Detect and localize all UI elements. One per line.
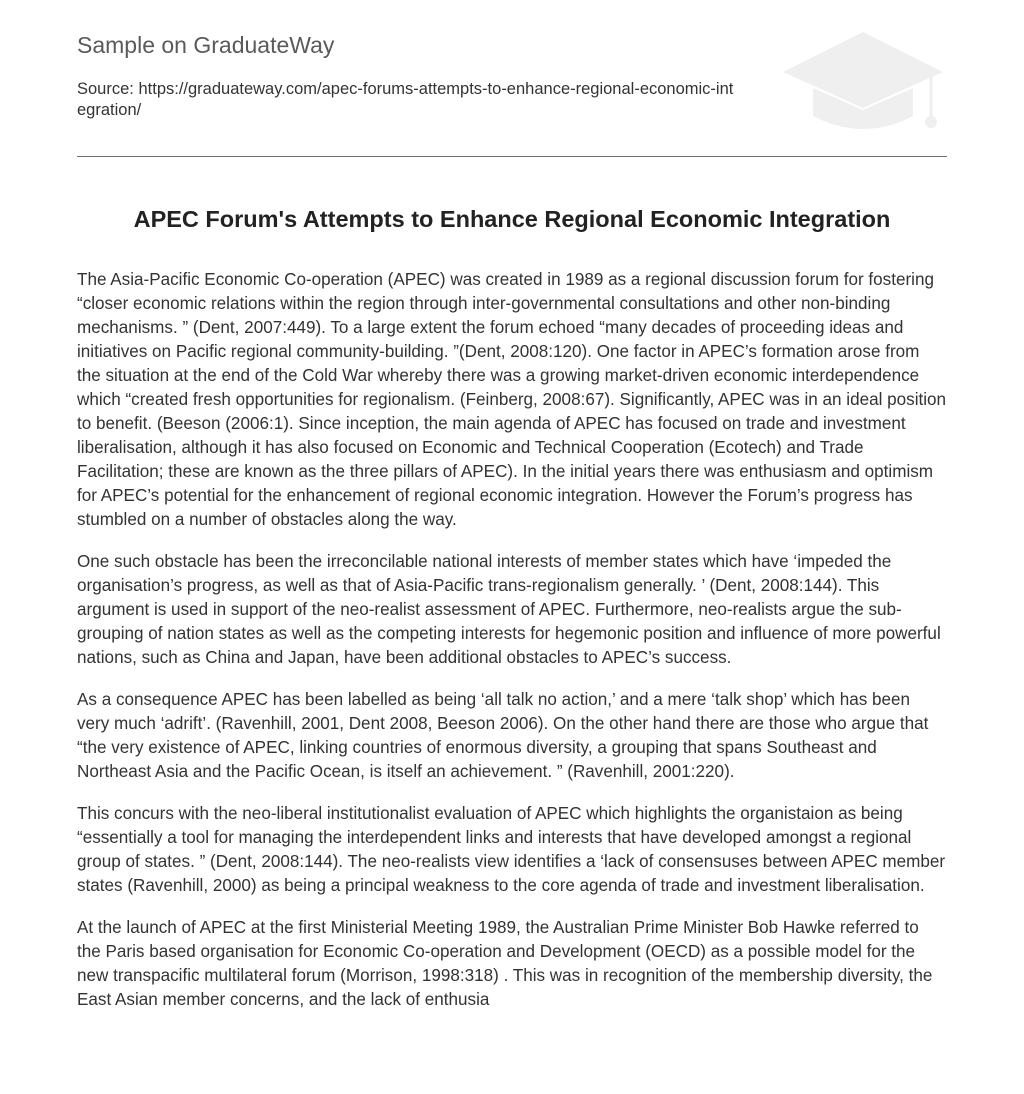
source-line <box>77 79 737 121</box>
paragraph: One such obstacle has been the irreconcilable national interests of member states which have ‘impeded the organisation’s progress, as well as that of Asia-Pacific trans-regionalism generally. ’ (Dent, 2008:144). This argument is used in support of the neo-realist assessment of APEC. Furthermore, neo-realists argue the sub-grouping of nation states as well as the competing interests for hegemonic position and influence of more powerful nations, such as China and Japan, have been additional obstacles to APEC’s success. <box>77 552 941 667</box>
source-label: Source: <box>77 80 134 98</box>
paragraph: As a consequence APEC has been labelled as being ‘all talk no action,’ and a mere ‘talk shop’ which has been very much ‘adrift’. (Ravenhill, 2001, Dent 2008, Beeson 2006). On the other hand there are those who argue that “the very existence of APEC, linking countries of enormous diversity, a grouping that spans Southeast and Northeast Asia and the Pacific Ocean, is itself an achievement. ” (Ravenhill, 2001:220). <box>77 690 929 781</box>
page <box>77 0 947 1009</box>
site-title: Sample on GraduateWay <box>77 32 335 58</box>
paragraph: The Asia-Pacific Economic Co-operation (APEC) was created in 1989 as a regional discussion forum for fostering “closer economic relations within the region through inter-governmental consultations and other non-binding mechanisms. ” (Dent, 2007:449). To a large extent the forum echoed “many decades of proceeding ideas and initiatives on Pacific regional community-building. ”(Dent, 2008:120). One factor in APEC’s formation arose from the situation at the end of the Cold War whereby there was a growing market-driven economic interdependence which “created fresh opportunities for regionalism. (Feinberg, 2008:67). Significantly, APEC was in an ideal position to benefit. (Beeson (2006:1). Since inception, the main agenda of APEC has focused on trade and investment liberalisation, although it has also focused on Economic and Technical Cooperation (Ecotech) and Trade Facilitation; these are known as the three pillars of APEC). In the initial years there was enthusiasm and optimism for APEC’s potential for the enhancement of regional economic integration. However the Forum’s progress has stumbled on a number of obstacles along the way. <box>77 270 947 529</box>
document-body <box>77 268 947 1030</box>
graduation-cap-icon <box>779 30 947 134</box>
source-link[interactable]: https://graduateway.com/apec-forums-attempts-to-enhance-regional-economic-integration/ <box>77 80 734 119</box>
paragraph: At the launch of APEC at the first Ministerial Meeting 1989, the Australian Prime Minister Bob Hawke referred to the Paris based organisation for Economic Co-operation and Development (OECD) as a possible model for the new transpacific multilateral forum (Morrison, 1998:318) . This was in recognition of the membership diversity, the East Asian member concerns, and the lack of enthusia <box>77 918 933 1009</box>
document-title: APEC Forum's Attempts to Enhance Regional Economic Integration <box>133 206 891 232</box>
paragraph: This concurs with the neo-liberal institutionalist evaluation of APEC which highlights the organistaion as being “essentially a tool for managing the interdependent links and interests that have developed amongst a regional group of states. ” (Dent, 2008:144). The neo-realists view identifies a ‘lack of consensuses between APEC member states (Ravenhill, 2000) as being a principal weakness to the core agenda of trade and investment liberalisation. <box>77 804 946 895</box>
header <box>77 0 947 157</box>
